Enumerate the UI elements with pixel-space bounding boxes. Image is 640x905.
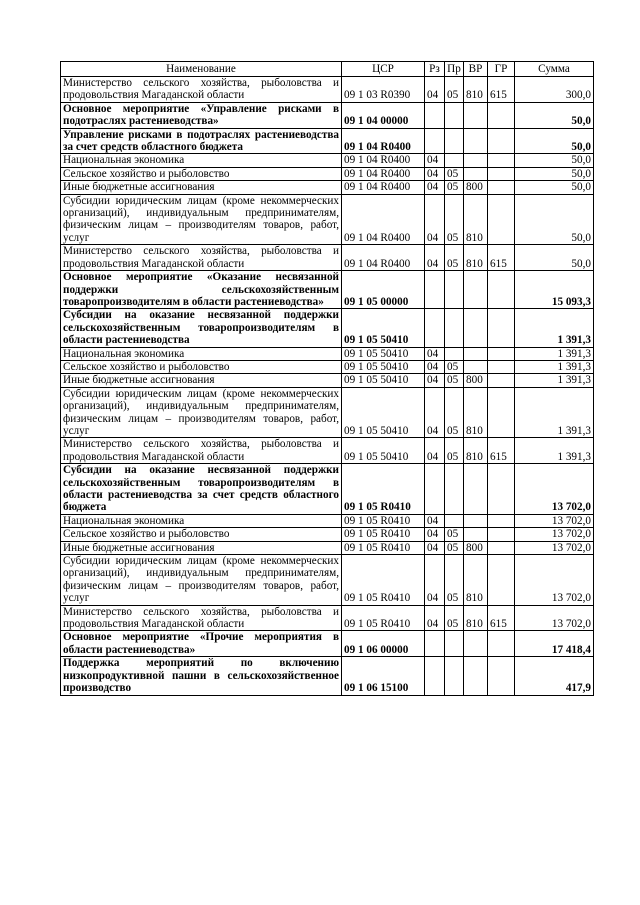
table-row: [61, 167, 594, 180]
header-vr: ВР: [464, 62, 488, 77]
row-rz: [425, 631, 445, 657]
row-name: Субсидии юридическим лицам (кроме некоммерческих организаций), индивидуальным предпринимателям, физическим лицам – производителям товаров, работ, услуг: [61, 194, 342, 245]
row-rz: 04: [425, 555, 445, 606]
row-name: Субсидии на оказание несвязанной поддержки сельскохозяйственным товаропроизводителям в области растениеводства: [61, 309, 342, 347]
row-gr: [488, 194, 515, 245]
row-pr: 05: [445, 194, 464, 245]
row-pr: [445, 514, 464, 527]
row-csr: 09 1 04 R0400: [342, 167, 425, 180]
row-csr: 09 1 05 50410: [342, 374, 425, 387]
table-row: [61, 541, 594, 554]
row-vr: 810: [464, 245, 488, 271]
table-row: [61, 360, 594, 373]
row-sum: 417,9: [515, 657, 594, 695]
row-csr: 09 1 05 00000: [342, 271, 425, 309]
row-name: Министерство сельского хозяйства, рыболовства и продовольствия Магаданской области: [61, 605, 342, 631]
row-gr: [488, 154, 515, 167]
row-rz: 04: [425, 154, 445, 167]
row-sum: 13 702,0: [515, 514, 594, 527]
table-row: [61, 438, 594, 464]
row-sum: 17 418,4: [515, 631, 594, 657]
row-vr: [464, 631, 488, 657]
row-gr: [488, 657, 515, 695]
row-name: Министерство сельского хозяйства, рыболовства и продовольствия Магаданской области: [61, 245, 342, 271]
row-rz: 04: [425, 387, 445, 438]
row-pr: [445, 464, 464, 515]
row-vr: [464, 167, 488, 180]
budget-table: [60, 61, 594, 696]
row-vr: [464, 271, 488, 309]
table-row: [61, 555, 594, 606]
header-rz: Рз: [425, 62, 445, 77]
row-gr: [488, 374, 515, 387]
row-rz: 04: [425, 245, 445, 271]
row-sum: 50,0: [515, 167, 594, 180]
row-rz: [425, 464, 445, 515]
row-pr: [445, 347, 464, 360]
row-pr: 05: [445, 387, 464, 438]
row-name: Иные бюджетные ассигнования: [61, 181, 342, 194]
row-csr: 09 1 04 R0400: [342, 128, 425, 154]
row-rz: [425, 271, 445, 309]
row-name: Сельское хозяйство и рыболовство: [61, 528, 342, 541]
row-gr: [488, 360, 515, 373]
row-csr: 09 1 06 00000: [342, 631, 425, 657]
row-vr: [464, 309, 488, 347]
row-sum: 1 391,3: [515, 309, 594, 347]
row-csr: 09 1 06 15100: [342, 657, 425, 695]
row-vr: [464, 657, 488, 695]
row-gr: [488, 387, 515, 438]
row-name: Иные бюджетные ассигнования: [61, 374, 342, 387]
row-sum: 1 391,3: [515, 374, 594, 387]
row-name: Основное мероприятие «Оказание несвязанной поддержки сельскохозяйственным товаропроизводителям в области растениеводства»: [61, 271, 342, 309]
row-vr: 810: [464, 194, 488, 245]
row-vr: 810: [464, 605, 488, 631]
row-pr: 05: [445, 360, 464, 373]
row-name: Иные бюджетные ассигнования: [61, 541, 342, 554]
row-vr: [464, 360, 488, 373]
row-csr: 09 1 05 R0410: [342, 514, 425, 527]
row-gr: [488, 102, 515, 128]
row-csr: 09 1 04 R0400: [342, 194, 425, 245]
row-vr: 800: [464, 374, 488, 387]
row-pr: 05: [445, 245, 464, 271]
table-row: [61, 347, 594, 360]
row-vr: [464, 128, 488, 154]
row-sum: 1 391,3: [515, 360, 594, 373]
table-row: [61, 271, 594, 309]
row-pr: 05: [445, 77, 464, 103]
table-row: [61, 528, 594, 541]
row-sum: 300,0: [515, 77, 594, 103]
row-gr: [488, 555, 515, 606]
row-rz: 04: [425, 77, 445, 103]
row-sum: 1 391,3: [515, 347, 594, 360]
row-rz: 04: [425, 541, 445, 554]
row-gr: [488, 167, 515, 180]
row-vr: 810: [464, 555, 488, 606]
row-pr: 05: [445, 528, 464, 541]
table-row: [61, 514, 594, 527]
row-gr: [488, 309, 515, 347]
row-pr: [445, 631, 464, 657]
row-name: Министерство сельского хозяйства, рыболовства и продовольствия Магаданской области: [61, 438, 342, 464]
row-gr: [488, 631, 515, 657]
row-gr: [488, 541, 515, 554]
row-pr: 05: [445, 555, 464, 606]
row-rz: 04: [425, 194, 445, 245]
table-header-row: [61, 62, 594, 77]
table-row: [61, 631, 594, 657]
row-pr: [445, 154, 464, 167]
row-csr: 09 1 05 R0410: [342, 541, 425, 554]
table-row: [61, 387, 594, 438]
row-sum: 13 702,0: [515, 528, 594, 541]
row-csr: 09 1 05 50410: [342, 309, 425, 347]
table-row: [61, 245, 594, 271]
row-rz: [425, 657, 445, 695]
table-row: [61, 657, 594, 695]
row-rz: 04: [425, 347, 445, 360]
row-gr: 615: [488, 438, 515, 464]
row-gr: 615: [488, 77, 515, 103]
table-row: [61, 194, 594, 245]
row-vr: [464, 514, 488, 527]
row-name: Субсидии юридическим лицам (кроме некоммерческих организаций), индивидуальным предпринимателям, физическим лицам – производителям товаров, работ, услуг: [61, 555, 342, 606]
row-csr: 09 1 04 00000: [342, 102, 425, 128]
table-row: [61, 102, 594, 128]
row-name: Субсидии юридическим лицам (кроме некоммерческих организаций), индивидуальным предпринимателям, физическим лицам – производителям товаров, работ, услуг: [61, 387, 342, 438]
table-row: [61, 374, 594, 387]
row-sum: 50,0: [515, 181, 594, 194]
row-sum: 50,0: [515, 102, 594, 128]
row-csr: 09 1 05 50410: [342, 387, 425, 438]
table-row: [61, 605, 594, 631]
row-pr: [445, 128, 464, 154]
row-csr: 09 1 05 R0410: [342, 555, 425, 606]
row-vr: 810: [464, 77, 488, 103]
table-row: [61, 128, 594, 154]
row-pr: 05: [445, 605, 464, 631]
row-gr: [488, 128, 515, 154]
row-rz: 04: [425, 605, 445, 631]
row-sum: 50,0: [515, 154, 594, 167]
row-rz: 04: [425, 167, 445, 180]
table-row: [61, 309, 594, 347]
row-csr: 09 1 05 50410: [342, 360, 425, 373]
row-gr: 615: [488, 245, 515, 271]
table-row: [61, 181, 594, 194]
row-pr: 05: [445, 541, 464, 554]
row-sum: 13 702,0: [515, 555, 594, 606]
row-gr: [488, 514, 515, 527]
row-csr: 09 1 03 R0390: [342, 77, 425, 103]
header-name: Наименование: [61, 62, 342, 77]
row-sum: 13 702,0: [515, 605, 594, 631]
header-sum: Сумма: [515, 62, 594, 77]
row-csr: 09 1 05 R0410: [342, 605, 425, 631]
row-gr: [488, 271, 515, 309]
row-sum: 50,0: [515, 245, 594, 271]
row-name: Министерство сельского хозяйства, рыболовства и продовольствия Магаданской области: [61, 77, 342, 103]
row-rz: [425, 309, 445, 347]
row-pr: 05: [445, 438, 464, 464]
row-name: Субсидии на оказание несвязанной поддержки сельскохозяйственным товаропроизводителям в области растениеводства за счет средств областного бюджета: [61, 464, 342, 515]
row-name: Основное мероприятие «Управление рисками в подотраслях растениеводства»: [61, 102, 342, 128]
row-pr: [445, 309, 464, 347]
row-csr: 09 1 04 R0400: [342, 245, 425, 271]
row-pr: [445, 271, 464, 309]
row-csr: 09 1 04 R0400: [342, 154, 425, 167]
row-sum: 50,0: [515, 128, 594, 154]
row-csr: 09 1 04 R0400: [342, 181, 425, 194]
header-csr: ЦСР: [342, 62, 425, 77]
row-gr: [488, 528, 515, 541]
row-name: Национальная экономика: [61, 154, 342, 167]
row-rz: [425, 102, 445, 128]
row-gr: [488, 181, 515, 194]
row-sum: 1 391,3: [515, 387, 594, 438]
row-pr: 05: [445, 167, 464, 180]
row-name: Национальная экономика: [61, 514, 342, 527]
row-name: Поддержка мероприятий по включению низкопродуктивной пашни в сельскохозяйственное производство: [61, 657, 342, 695]
table-body: [61, 77, 594, 696]
row-vr: [464, 154, 488, 167]
row-rz: 04: [425, 181, 445, 194]
row-pr: [445, 102, 464, 128]
row-csr: 09 1 05 50410: [342, 438, 425, 464]
row-name: Основное мероприятие «Прочие мероприятия в области растениеводства»: [61, 631, 342, 657]
row-csr: 09 1 05 R0410: [342, 528, 425, 541]
row-rz: 04: [425, 514, 445, 527]
row-gr: 615: [488, 605, 515, 631]
table-row: [61, 464, 594, 515]
row-rz: 04: [425, 528, 445, 541]
row-vr: 800: [464, 181, 488, 194]
table-row: [61, 154, 594, 167]
row-vr: [464, 347, 488, 360]
row-vr: 800: [464, 541, 488, 554]
row-sum: 15 093,3: [515, 271, 594, 309]
row-name: Сельское хозяйство и рыболовство: [61, 167, 342, 180]
row-sum: 1 391,3: [515, 438, 594, 464]
row-sum: 13 702,0: [515, 541, 594, 554]
row-name: Управление рисками в подотраслях растениеводства за счет средств областного бюджета: [61, 128, 342, 154]
table-row: [61, 77, 594, 103]
row-rz: 04: [425, 360, 445, 373]
row-gr: [488, 464, 515, 515]
row-vr: [464, 464, 488, 515]
row-rz: 04: [425, 438, 445, 464]
row-sum: 50,0: [515, 194, 594, 245]
row-csr: 09 1 05 R0410: [342, 464, 425, 515]
row-gr: [488, 347, 515, 360]
row-name: Сельское хозяйство и рыболовство: [61, 360, 342, 373]
row-csr: 09 1 05 50410: [342, 347, 425, 360]
row-rz: 04: [425, 374, 445, 387]
row-vr: [464, 528, 488, 541]
row-pr: 05: [445, 374, 464, 387]
row-rz: [425, 128, 445, 154]
header-gr: ГР: [488, 62, 515, 77]
header-pr: Пр: [445, 62, 464, 77]
row-vr: 810: [464, 438, 488, 464]
row-vr: [464, 102, 488, 128]
row-pr: [445, 657, 464, 695]
row-vr: 810: [464, 387, 488, 438]
row-sum: 13 702,0: [515, 464, 594, 515]
row-name: Национальная экономика: [61, 347, 342, 360]
row-pr: 05: [445, 181, 464, 194]
